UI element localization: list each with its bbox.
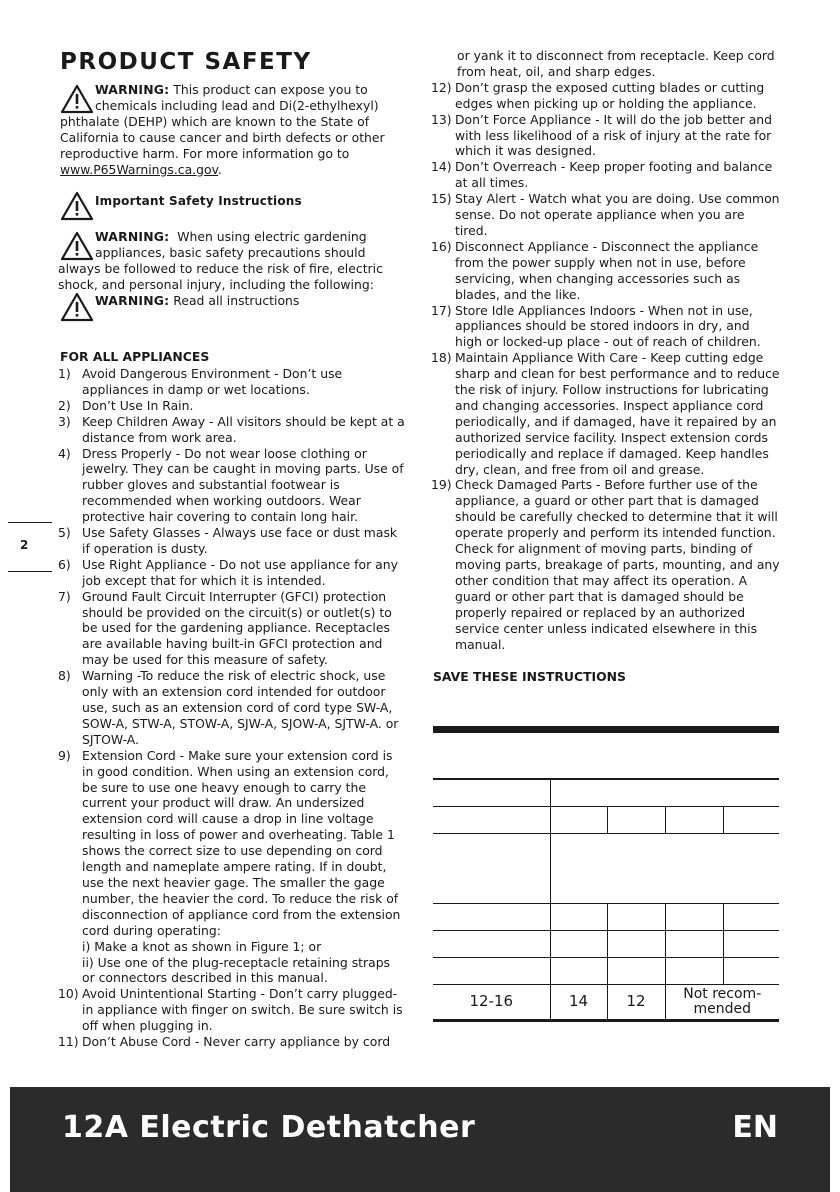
- list-item: [60, 1034, 405, 1050]
- page-title: PRODUCT SAFETY: [60, 49, 312, 75]
- marker-rule: [8, 522, 52, 523]
- item-text: Ground Fault Circuit Interrupter (GFCI) protection should be provided on the circuit(s) or outlet(s) to be used for the gardening appliance. Receptacles are available having built-in GFCI protection and may be used for this measure of safety.: [82, 588, 392, 668]
- warning-text: chemicals including lead and Di(2-ethylhexyl): [95, 97, 379, 113]
- page-number-marker: [0, 522, 52, 572]
- item-text: Don’t Force Appliance - It will do the job better and with less likelihood of a risk of injury at the rate for which it was designed.: [455, 111, 773, 159]
- item-number: 4): [58, 445, 71, 461]
- list-item: [60, 446, 405, 526]
- right-item-list: [433, 80, 780, 653]
- item-number: 7): [58, 588, 71, 604]
- language-code: EN: [732, 1110, 778, 1145]
- item-text: Dress Properly - Do not wear loose clothing or jewelry. They can be caught in moving parts. Use of rubber gloves and substantial footwear is recommended when working outdoors. Wear protective hair covering to contain long hair.: [82, 445, 404, 525]
- list-item: [60, 986, 405, 1034]
- item-number: 5): [58, 525, 71, 541]
- item-text: Check Damaged Parts - Before further use of the appliance, a guard or other part that is damaged should be carefully checked to determine that it will operate properly and perform its intended function. Check for alignment of moving parts, binding of moving parts, breakage of parts, mounting, and any other condition that may affect its operation. A guard or other part that is damaged should be properly repaired or replaced by an authorized service center unless indicated elsewhere in this manual.: [455, 477, 780, 652]
- list-item: [433, 159, 780, 191]
- item-text: Avoid Dangerous Environment - Don’t use appliances in damp or wet locations.: [82, 365, 343, 397]
- right-column: [433, 48, 780, 685]
- item-text: Use Safety Glasses - Always use face or dust mask if operation is dusty.: [82, 525, 398, 556]
- item-text: Stay Alert - Watch what you are doing. Use common sense. Do not operate appliance when you are tired.: [455, 191, 780, 238]
- item-text: Disconnect Appliance - Disconnect the appliance from the power supply when not in use, before servicing, when changing accessories such as blades, and the like.: [455, 238, 759, 302]
- table-cell: [665, 930, 723, 957]
- item-number: 6): [58, 556, 71, 572]
- table-cell: [550, 806, 607, 833]
- item-text: Warning -To reduce the risk of electric shock, use only with an extension cord intended for outdoor use, such as an extension cord of cord type SW-A, SOW-A, STW-A, STOW-A, SJW-A, SJOW-A, SJTW-A. or SJTOW-A.: [82, 668, 399, 747]
- important-instructions: [60, 189, 405, 221]
- table-cell: [723, 930, 779, 957]
- table-cell: [607, 957, 665, 984]
- table-row: [433, 984, 779, 1020]
- list-item: [433, 303, 780, 351]
- table-cell: [550, 833, 779, 903]
- table-top-bar: [433, 726, 779, 733]
- warning-prop65: [60, 82, 405, 177]
- table-cell: [550, 957, 607, 984]
- table-cell: [723, 903, 779, 930]
- table-cell: [607, 806, 665, 833]
- table-cell: [665, 806, 723, 833]
- table-cell: [433, 930, 550, 957]
- list-item: [60, 366, 405, 398]
- list-item: [433, 191, 780, 239]
- item-text: Use Right Appliance - Do not use appliance for any job except that for which it is intended.: [82, 556, 398, 588]
- cord-size-table: [433, 778, 779, 1022]
- item-text: Maintain Appliance With Care - Keep cutting edge sharp and clean for best performance and to reduce the risk of injury. Follow instructions for lubricating and changing accessories. Inspect appliance cord periodically, and if damaged, have it repaired by an authorized service facility. Inspect extension cords periodically and replace if damaged. Keep handles dry, clean, and free from oil and grease.: [455, 350, 780, 477]
- table-cell: [433, 957, 550, 984]
- link-suffix: .: [217, 161, 222, 177]
- table-cell: [550, 779, 779, 806]
- item-text: Don’t Overreach - Keep proper footing and balance at all times.: [455, 159, 773, 191]
- list-item: [433, 477, 780, 652]
- table-cell: [723, 957, 779, 984]
- item-text: Avoid Unintentional Starting - Don’t carry plugged-in appliance with finger on switch. Be sure switch is off when plugging in.: [82, 986, 403, 1034]
- table-cell: [665, 903, 723, 930]
- item-number: 19): [431, 477, 452, 493]
- item-number: 1): [58, 365, 71, 381]
- sub-item: i) Make a knot as shown in Figure 1; or: [82, 938, 322, 954]
- table-cell-not-recommended: Not recom-mended: [665, 984, 779, 1020]
- table-cell: [433, 903, 550, 930]
- list-item: [60, 589, 405, 669]
- warning-triangle-icon: [60, 292, 94, 322]
- list-item: [60, 525, 405, 557]
- list-item: [433, 80, 780, 112]
- item-number: 10): [58, 986, 79, 1002]
- item-number: 9): [58, 747, 71, 763]
- item-number: 13): [431, 111, 452, 127]
- item-number: 16): [431, 238, 452, 254]
- table-cell: [433, 833, 550, 903]
- item-number: 2): [58, 397, 71, 413]
- table-cell-gauge: 14: [550, 984, 607, 1020]
- table-row: [433, 930, 779, 957]
- table-row: [433, 957, 779, 984]
- item-text: Keep Children Away - All visitors should be kept at a distance from work area.: [82, 413, 405, 445]
- item-number: 17): [431, 302, 452, 318]
- footer-bar: [10, 1087, 830, 1192]
- warning-triangle-icon: [60, 231, 94, 261]
- table-row: [433, 806, 779, 833]
- warning-text: phthalate (DEHP) which are known to the State of California to cause cancer and birth defects or other reproductive harm. For more information go to: [60, 113, 385, 161]
- left-column: [60, 48, 405, 1050]
- table-row: [433, 779, 779, 806]
- continuation-text: or yank it to disconnect from receptacle. Keep cord from heat, oil, and sharp edges.: [457, 48, 775, 79]
- marker-rule: [8, 571, 52, 572]
- table-cell: [550, 903, 607, 930]
- page-number: 2: [20, 538, 29, 552]
- list-item: [433, 239, 780, 303]
- item-number: 3): [58, 413, 71, 429]
- extension-cord-table: [433, 726, 779, 1022]
- list-item: [60, 748, 405, 987]
- product-title: 12A Electric Dethatcher: [62, 1110, 476, 1145]
- table-cell-gauge: 12: [607, 984, 665, 1020]
- list-item: [60, 398, 405, 414]
- table-cell: [723, 806, 779, 833]
- warning-triangle-icon: [60, 191, 94, 221]
- warning-read-all: [60, 293, 405, 323]
- item-text: Don’t Abuse Cord - Never carry appliance by cord: [82, 1034, 391, 1050]
- warning-triangle-icon: [60, 84, 94, 114]
- sub-item: ii) Use one of the plug-receptacle retaining straps or connectors described in this manual.: [82, 954, 391, 986]
- warning-label: WARNING:: [95, 293, 170, 309]
- list-item: [60, 414, 405, 446]
- list-item: [60, 557, 405, 589]
- item-number: 18): [431, 350, 452, 366]
- item-number: 15): [431, 191, 452, 207]
- list-item: [433, 350, 780, 477]
- item-text: Store Idle Appliances Indoors - When not in use, appliances should be stored indoors in dry, and high or locked-up place - out of reach of children.: [455, 302, 761, 350]
- warning-text: Read all instructions: [173, 293, 300, 309]
- left-item-list: [60, 366, 405, 1050]
- table-cell: [433, 806, 550, 833]
- table-cell-amps: 12-16: [433, 984, 550, 1020]
- list-item: [433, 112, 780, 160]
- warning-electric: [60, 229, 405, 293]
- table-row: [433, 903, 779, 930]
- list-item: [60, 668, 405, 748]
- warning-label: WARNING:: [95, 82, 170, 97]
- table-cell: [607, 903, 665, 930]
- warning-text: This product can expose you to: [173, 82, 368, 97]
- warning-text: appliances, basic safety precautions should: [95, 245, 366, 261]
- warning-text: When using electric gardening: [177, 229, 367, 245]
- item-number: 12): [431, 79, 452, 95]
- table-cell: [433, 779, 550, 806]
- table-cell: [665, 957, 723, 984]
- item-number: 14): [431, 159, 452, 175]
- item-text: Don’t grasp the exposed cutting blades or cutting edges when picking up or holding the appliance.: [455, 79, 765, 111]
- warning-label: WARNING:: [95, 229, 170, 245]
- save-instructions-heading: SAVE THESE INSTRUCTIONS: [433, 669, 626, 685]
- table-row: [433, 833, 779, 903]
- prop65-link[interactable]: www.P65Warnings.ca.gov: [60, 161, 218, 177]
- item-number: 11): [58, 1034, 79, 1050]
- warning-text: always be followed to reduce the risk of fire, electric shock, and personal injury, including the following:: [58, 261, 383, 293]
- item-text: Don’t Use In Rain.: [82, 397, 194, 413]
- item-text: Extension Cord - Make sure your extension cord is in good condition. When using an extension cord, be sure to use one heavy enough to carry the current your product will draw. An undersized extension cord will cause a drop in line voltage resulting in loss of power and overheating. Table 1 shows the correct size to use depending on cord length and nameplate ampere rating. If in doubt, use the next heavier gage. The smaller the gage number, the heavier the cord. To reduce the risk of disconnection of appliance cord from the extension cord during operating:: [82, 747, 401, 938]
- table-cell: [550, 930, 607, 957]
- important-heading: Important Safety Instructions: [95, 194, 302, 209]
- table-cell: [607, 930, 665, 957]
- section-heading: FOR ALL APPLIANCES: [60, 349, 210, 365]
- item-number: 8): [58, 668, 71, 684]
